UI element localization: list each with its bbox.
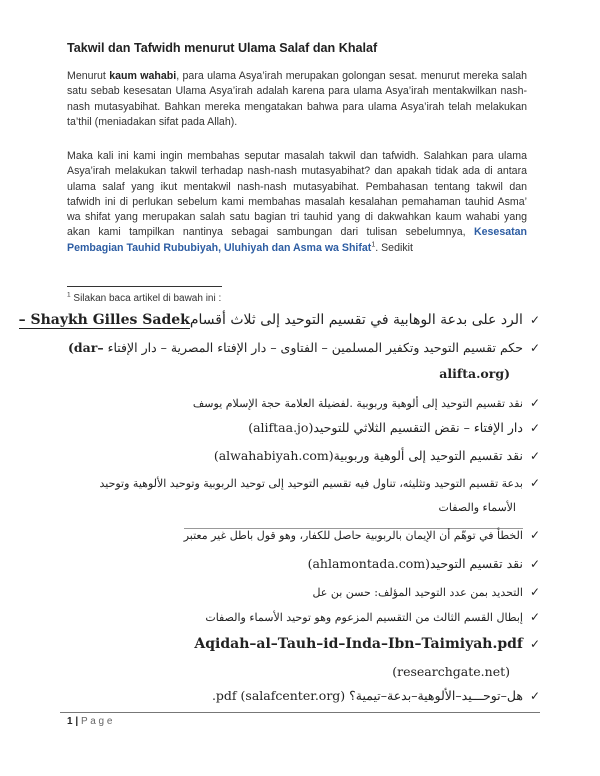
check-icon: ✓ [529, 341, 540, 355]
footnote-label [67, 293, 221, 304]
check-icon: ✓ [529, 585, 540, 599]
footer-divider [60, 712, 540, 713]
check-icon: ✓ [529, 396, 540, 410]
page-number: 1 [67, 716, 73, 727]
reference-link[interactable]: (ahlamontada.com) [307, 556, 430, 571]
check-icon: ✓ [529, 557, 540, 571]
reference-item[interactable] [184, 528, 540, 542]
reference-item[interactable] [308, 556, 540, 571]
check-icon: ✓ [529, 528, 540, 542]
footnote-ref[interactable]: 1 [371, 241, 376, 249]
reference-item[interactable] [193, 396, 540, 410]
reference-item[interactable] [205, 610, 540, 624]
reference-arabic: نقد تقسيم التوحيد [430, 556, 523, 571]
footer-separator: | [75, 716, 79, 727]
paragraph-1 [67, 69, 527, 130]
reference-item[interactable] [68, 340, 540, 355]
article-link[interactable]: Kesesatan Pembagian Tauhid Rububiyah, Uluhiyah dan Asma wa Shifat [67, 226, 527, 254]
page-title: Takwil dan Tafwidh menurut Ulama Salaf dan Khalaf [67, 41, 378, 55]
reference-continuation[interactable]: alifta.org) [439, 366, 510, 381]
reference-arabic: نقد تقسيم التوحيد إلى ألوهية وربوبية [333, 448, 523, 463]
reference-continuation[interactable]: (researchgate.net) [392, 664, 510, 679]
reference-item[interactable] [214, 448, 540, 463]
reference-arabic: نقد تقسيم التوحيد إلى ألوهية وربوبية .لفضيلة العلامة حجة الإسلام يوسف [192, 397, 523, 410]
reference-item[interactable] [248, 420, 540, 435]
reference-arabic: هل–توحـــيد–الألوهية–بدعة–تيمية؟ [349, 688, 523, 703]
reference-link[interactable]: – Shaykh Gilles Sadek [18, 312, 190, 328]
reference-item[interactable] [19, 312, 540, 328]
reference-link[interactable]: .pdf (salafcenter.org) [211, 688, 346, 703]
reference-item[interactable] [312, 585, 540, 599]
check-icon: ✓ [529, 637, 540, 651]
reference-item[interactable] [212, 688, 540, 703]
p1-pre: Menurut [67, 70, 110, 82]
p1-bold: kaum wahabi [109, 70, 177, 82]
p2-text: Maka kali ini kami ingin membahas seputar masalah takwil dan tafwidh. Salahkan para ulama Asya’irah melakukan takwil terhadap nash-nash mutasyabihat? dan apakah tidak ada di antara ulama salaf yang ikut mentakwil nash-nash mutasyabihat. Pembahasan tentang takwil dan tafwidh ini di perlukan sebelum kami membahas masalah kesalahan pemahaman tauhid Asma’ wa shifat yang merupakan salah satu bagian tri tauhid yang di dakwahkan kaum wahabi yang akan kami tampilkan nantinya sebagai sambungan dari tulisan sebelumnya, [67, 150, 527, 239]
paragraph-2 [67, 149, 527, 256]
reference-arabic: التحديد بمن عدد التوحيد المؤلف: حسن بن عل [312, 586, 523, 599]
footnote-divider [67, 286, 222, 287]
reference-link[interactable]: Aqidah–al–Tauh–id–Inda–Ibn–Taimiyah.pdf [194, 636, 523, 652]
reference-arabic: إبطال القسم الثالث من التقسيم المزعوم وهو توحيد الأسماء والصفات [205, 611, 523, 624]
check-icon: ✓ [529, 689, 540, 703]
reference-link[interactable]: (alwahabiyah.com) [213, 448, 334, 463]
page-footer [67, 716, 112, 727]
check-icon: ✓ [529, 610, 540, 624]
footnote-text: Silakan baca artikel di bawah ini : [73, 293, 222, 304]
reference-link[interactable]: (dar– [68, 340, 104, 355]
check-icon: ✓ [529, 421, 540, 435]
reference-arabic: الرد على بدعة الوهابية في تقسيم التوحيد إلى ثلاث أقسام [189, 312, 523, 328]
p2-tail: . Sedikit [375, 241, 413, 254]
reference-continuation: الأسماء والصفات [438, 501, 516, 514]
page-label: P a g e [80, 716, 113, 727]
footnote-number: 1 [67, 291, 71, 299]
check-icon: ✓ [529, 449, 540, 463]
reference-item[interactable] [194, 636, 540, 652]
reference-item[interactable] [99, 476, 540, 490]
reference-arabic: حكم تقسيم التوحيد وتكفير المسلمين – الفتاوى – دار الإفتاء المصرية – دار الإفتاء [107, 340, 523, 355]
reference-arabic: دار الإفتاء – نقض التقسيم الثلاثي للتوحيد [313, 420, 523, 435]
reference-arabic: الخطأ في توهّم أن الإيمان بالربوبية حاصل للكفار، وهو قول باطل غير معتبر [183, 529, 523, 542]
reference-link[interactable]: (aliftaa.jo) [248, 420, 314, 435]
check-icon: ✓ [529, 313, 540, 327]
p1-post: , para ulama Asya’irah merupakan golongan sesat. menurut mereka salah satu sebab kesesatan Ulama Asya’irah adalah karena para ulama Asya’irah mentakwilkan nash-nash mutasyabihat. Bahkan mereka mengatakan bahwa para ulama Asya’irah telah melakukan ta’thil (meniadakan sifat pada Allah). [67, 70, 527, 128]
reference-arabic: بدعة تقسيم التوحيد وتثليثه، تناول فيه تقسيم التوحيد إلى توحيد الربوبية وتوحيد الألوهية وتوحيد [99, 477, 523, 490]
check-icon: ✓ [529, 476, 540, 490]
